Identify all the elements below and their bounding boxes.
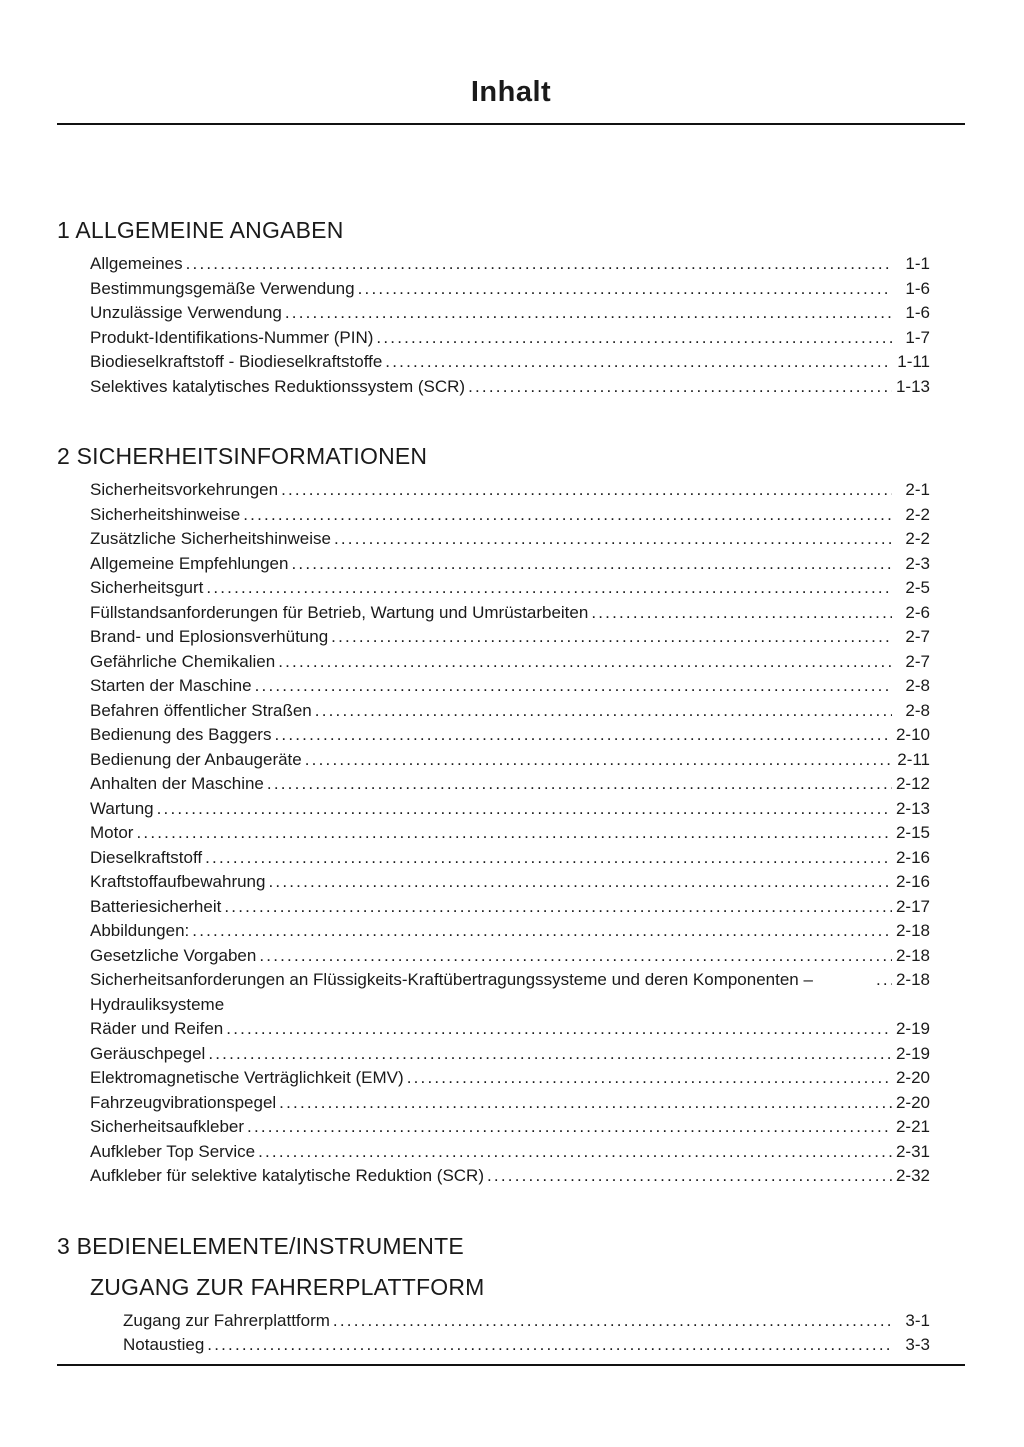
toc-row	[90, 576, 930, 601]
toc-row	[90, 625, 930, 650]
toc-row	[90, 527, 930, 552]
toc-row	[90, 846, 930, 871]
leader-dots	[136, 821, 892, 846]
toc-page-number: 2-15	[895, 823, 930, 842]
toc-row	[90, 1164, 930, 1189]
leader-dots	[274, 723, 891, 748]
toc-page-number: 2-18	[895, 945, 930, 965]
toc-page-number: 1-13	[895, 376, 930, 396]
toc-page-number: 2-21	[895, 1117, 930, 1136]
toc-entry-label: Starten der Maschine	[90, 676, 252, 695]
toc-entry-label: Allgemeine Empfehlungen	[90, 553, 289, 573]
toc-page-number: 2-2	[905, 504, 930, 524]
leader-dots	[192, 919, 892, 944]
leader-dots	[208, 1042, 892, 1067]
section-heading: 1 ALLGEMEINE ANGABEN	[57, 217, 344, 243]
leader-dots	[291, 552, 892, 577]
toc-row	[90, 1115, 930, 1140]
toc-entry-label: Selektives katalytisches Reduktionssystem (SCR)	[90, 376, 466, 396]
toc-row	[90, 1017, 930, 1042]
toc-row	[123, 1309, 930, 1334]
toc-entry-label: Aufkleber für selektive katalytische Reduktion (SCR)	[90, 1166, 484, 1185]
toc-page-number: 2-6	[905, 602, 930, 622]
toc-entry-label: Befahren öffentlicher Straßen	[90, 700, 312, 720]
toc-row	[90, 326, 930, 351]
toc-row	[90, 1042, 930, 1067]
toc-entry-label: Batteriesicherheit	[90, 896, 222, 916]
toc-row	[90, 301, 930, 326]
toc-row	[90, 552, 930, 577]
toc-entry-label: Sicherheitshinweise	[90, 504, 241, 524]
toc-page-number: 2-13	[895, 798, 930, 818]
toc-entry-label: Brand- und Eplosionsverhütung	[90, 627, 329, 646]
leader-dots	[247, 1115, 892, 1140]
leader-dots	[281, 478, 892, 503]
leader-dots	[157, 797, 892, 822]
toc-page-number: 3-1	[905, 1310, 930, 1330]
toc-entry-label: Bestimmungsgemäße Verwendung	[90, 278, 355, 298]
leader-dots	[258, 1140, 892, 1165]
leader-dots	[385, 350, 892, 375]
leader-dots	[305, 748, 892, 773]
toc-entry-label: Füllstandsanforderungen für Betrieb, Wartung und Umrüstarbeiten	[90, 602, 589, 622]
section-subheading: ZUGANG ZUR FAHRERPLATTFORM	[90, 1273, 485, 1300]
toc-page-number: 2-10	[895, 725, 930, 744]
leader-dots	[285, 301, 892, 326]
toc-row	[90, 748, 930, 773]
leader-dots	[278, 650, 892, 675]
toc-page-number: 2-18	[895, 970, 930, 989]
toc-row	[90, 870, 930, 895]
toc-page-number: 2-20	[895, 1068, 930, 1087]
toc-section	[57, 217, 965, 399]
toc-row	[90, 944, 930, 969]
toc-row	[90, 1140, 930, 1165]
toc-entry-label: Dieselkraftstoff	[90, 847, 203, 867]
leader-dots	[591, 601, 892, 626]
leader-dots	[468, 375, 892, 400]
toc-entry-label: Unzulässige Verwendung	[90, 303, 282, 322]
toc-entry-label: Räder und Reifen	[90, 1019, 224, 1038]
toc-entry-label: Zugang zur Fahrerplattform	[123, 1310, 330, 1330]
toc-page-number: 1-6	[905, 303, 930, 322]
leader-dots	[331, 625, 892, 650]
toc-entry-list	[123, 1309, 965, 1358]
leader-dots	[279, 1091, 892, 1116]
leader-dots	[334, 527, 892, 552]
toc-page-number: 2-19	[895, 1043, 930, 1063]
leader-dots	[224, 895, 892, 920]
toc-entry-label: Kraftstoffaufbewahrung	[90, 872, 266, 891]
toc-row	[90, 601, 930, 626]
toc-row	[90, 650, 930, 675]
toc-entry-label: Anhalten der Maschine	[90, 774, 264, 793]
toc-entry-label: Aufkleber Top Service	[90, 1141, 256, 1161]
leader-dots	[376, 326, 892, 351]
toc-row	[90, 699, 930, 724]
toc-row	[90, 821, 930, 846]
leader-dots	[267, 772, 892, 797]
toc-page-number: 1-7	[905, 327, 930, 347]
leader-dots	[186, 252, 892, 277]
toc-entry-label: Biodieselkraftstoff - Biodieselkraftstoffe	[90, 352, 383, 371]
toc-entry-label: Geräuschpegel	[90, 1043, 206, 1063]
toc-page-number: 2-32	[895, 1166, 930, 1185]
leader-dots	[315, 699, 892, 724]
toc-entry-label: Allgemeines	[90, 254, 183, 273]
leader-dots	[358, 277, 892, 302]
leader-dots	[407, 1066, 892, 1091]
top-divider	[57, 123, 965, 125]
leader-dots	[226, 1017, 892, 1042]
toc-entry-label: Abbildungen:	[90, 921, 190, 940]
toc-row	[90, 968, 930, 1017]
leader-dots	[876, 968, 892, 993]
toc-page-number: 2-7	[905, 651, 930, 671]
toc-row	[90, 895, 930, 920]
leader-dots	[333, 1309, 892, 1334]
toc-page-number: 1-11	[897, 352, 930, 371]
toc-entry-label: Gesetzliche Vorgaben	[90, 945, 257, 965]
toc-page-number: 2-19	[895, 1019, 930, 1038]
toc-entry-label: Notaustieg	[123, 1335, 205, 1354]
section-heading: 3 BEDIENELEMENTE/INSTRUMENTE	[57, 1232, 464, 1259]
toc-row	[90, 503, 930, 528]
toc-page-number: 2-8	[905, 676, 930, 695]
toc-page-number: 2-20	[895, 1092, 930, 1112]
page-title: Inhalt	[470, 76, 552, 108]
toc-entry-label: Sicherheitsgurt	[90, 578, 204, 597]
toc-row	[90, 772, 930, 797]
toc-sections	[57, 217, 965, 1358]
toc-entry-label: Sicherheitsaufkleber	[90, 1117, 245, 1136]
toc-entry-label: Wartung	[90, 798, 154, 818]
toc-entry-label: Produkt-Identifikations-Nummer (PIN)	[90, 327, 374, 347]
toc-row	[90, 478, 930, 503]
toc-entry-list	[90, 478, 965, 1189]
toc-page-number: 3-3	[905, 1335, 930, 1354]
leader-dots	[243, 503, 892, 528]
toc-page-number: 2-1	[905, 480, 930, 499]
toc-page-number: 2-7	[905, 627, 930, 646]
toc-page-number: 2-2	[905, 529, 930, 548]
toc-row	[90, 350, 930, 375]
toc-row	[90, 277, 930, 302]
toc-page-number: 2-12	[895, 774, 930, 793]
leader-dots	[206, 576, 892, 601]
toc-section	[57, 443, 965, 1189]
toc-row	[90, 674, 930, 699]
toc-page-number: 2-11	[897, 749, 930, 769]
toc-row	[90, 919, 930, 944]
toc-entry-list	[90, 252, 965, 399]
toc-row	[90, 1091, 930, 1116]
toc-page-number: 2-5	[905, 578, 930, 597]
toc-row	[90, 723, 930, 748]
leader-dots	[207, 1333, 892, 1358]
toc-entry-label: Fahrzeugvibrationspegel	[90, 1092, 277, 1112]
section-heading: 2 SICHERHEITSINFORMATIONEN	[57, 443, 428, 469]
leader-dots	[268, 870, 891, 895]
leader-dots	[259, 944, 892, 969]
toc-entry-label: Zusätzliche Sicherheitshinweise	[90, 529, 331, 548]
toc-row	[90, 375, 930, 400]
toc-page-number: 2-16	[895, 872, 930, 891]
toc-row	[123, 1333, 930, 1358]
toc-row	[90, 797, 930, 822]
toc-entry-label: Motor	[90, 823, 134, 842]
toc-page-number: 1-6	[905, 278, 930, 298]
toc-page-number: 1-1	[905, 254, 930, 273]
leader-dots	[487, 1164, 892, 1189]
leader-dots	[205, 846, 892, 871]
toc-page-number: 2-31	[895, 1141, 930, 1161]
toc-page-number: 2-18	[895, 921, 930, 940]
toc-page-number: 2-16	[895, 847, 930, 867]
bottom-divider	[57, 1364, 965, 1366]
toc-page-number: 2-8	[905, 700, 930, 720]
toc-entry-label: Gefährliche Chemikalien	[90, 651, 276, 671]
toc-entry-label: Sicherheitsvorkehrungen	[90, 480, 279, 499]
toc-entry-label: Elektromagnetische Verträglichkeit (EMV)	[90, 1068, 404, 1087]
toc-section	[57, 1233, 965, 1358]
leader-dots	[255, 674, 892, 699]
toc-page-number: 2-17	[895, 896, 930, 916]
toc-entry-label: Sicherheitsanforderungen an Flüssigkeits-Kraftübertragungssysteme und deren Komponenten – Hydrauliksysteme	[90, 970, 813, 1014]
toc-entry-label: Bedienung des Baggers	[90, 725, 272, 744]
toc-row	[90, 252, 930, 277]
toc-row	[90, 1066, 930, 1091]
toc-page-number: 2-3	[905, 553, 930, 573]
toc-entry-label: Bedienung der Anbaugeräte	[90, 749, 302, 769]
